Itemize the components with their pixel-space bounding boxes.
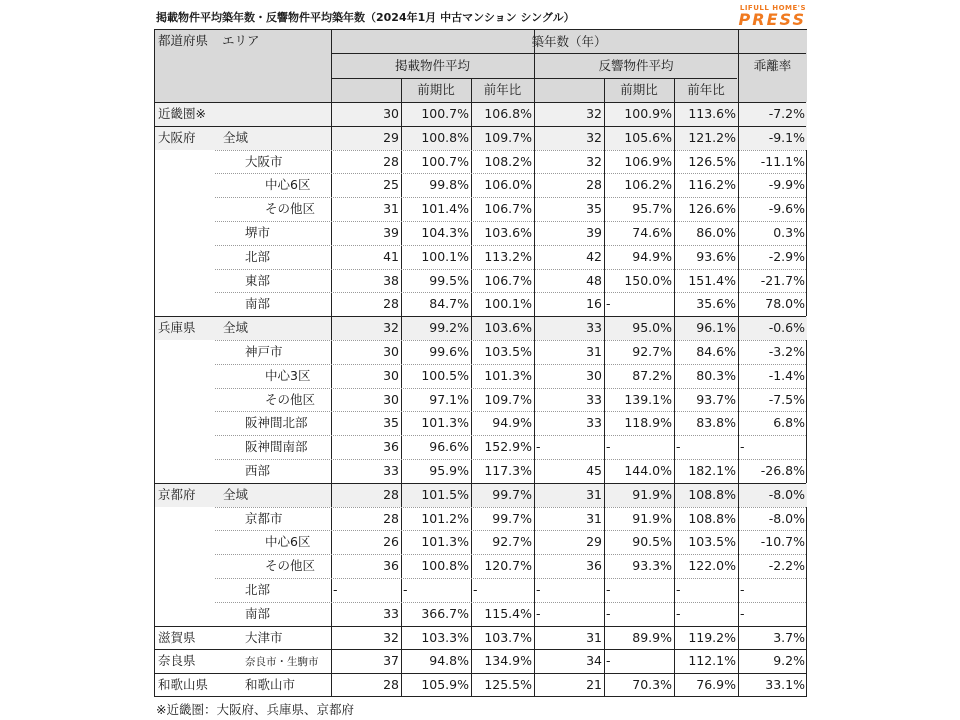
value-cell: 106.8%: [484, 107, 532, 121]
value-cell: 108.2%: [484, 154, 532, 169]
value-cell: 103.3%: [421, 630, 469, 645]
area-label: 堺市: [245, 226, 271, 240]
table-row: [155, 602, 807, 626]
value-cell: -: [740, 583, 745, 597]
area-label: 大阪市: [245, 154, 283, 169]
value-cell: 28: [383, 297, 399, 312]
value-cell: 80.3%: [696, 368, 736, 383]
value-cell: 105.6%: [624, 130, 672, 145]
value-cell: 105.9%: [421, 678, 469, 693]
table-row: [155, 269, 807, 293]
value-cell: 84.7%: [429, 297, 469, 312]
value-cell: -8.0%: [768, 487, 805, 502]
value-cell: 34: [586, 654, 602, 669]
table-row: [155, 411, 807, 435]
area-label: 神戸市: [245, 345, 283, 359]
value-cell: 121.2%: [688, 130, 736, 145]
value-cell: 113.2%: [484, 249, 532, 264]
value-cell: 101.2%: [421, 511, 469, 526]
value-cell: 9.2%: [773, 654, 805, 669]
row-separator: [215, 411, 806, 412]
value-cell: 119.2%: [688, 630, 736, 645]
value-cell: -11.1%: [760, 154, 805, 169]
value-cell: 118.9%: [624, 416, 672, 431]
logo-brand-text: LIFULL HOME'S: [739, 4, 806, 12]
value-cell: 100.8%: [421, 559, 469, 574]
value-cell: -7.5%: [768, 392, 805, 407]
value-cell: 33: [586, 392, 602, 407]
value-cell: 100.1%: [484, 297, 532, 312]
value-cell: 99.2%: [429, 321, 469, 336]
prefecture-label: 京都府: [158, 487, 196, 502]
table-row: [155, 530, 807, 554]
value-cell: 100.8%: [421, 130, 469, 145]
value-cell: 70.3%: [632, 678, 672, 693]
value-cell: 32: [383, 321, 399, 336]
value-cell: -: [606, 297, 611, 312]
value-cell: 93.3%: [632, 559, 672, 574]
value-cell: 94.8%: [429, 654, 469, 669]
row-separator: [215, 554, 806, 555]
header-listed: 掲載物件平均: [331, 53, 534, 78]
value-cell: -2.2%: [768, 559, 805, 574]
value-cell: 29: [586, 535, 602, 550]
value-cell: 76.9%: [696, 678, 736, 693]
table-row: [155, 173, 807, 197]
value-cell: 95.0%: [632, 321, 672, 336]
value-cell: 32: [586, 107, 602, 121]
row-separator: [215, 507, 806, 508]
value-cell: 144.0%: [624, 464, 672, 478]
table-row: [155, 221, 807, 245]
header-inquired-prev: 前期比: [604, 78, 674, 102]
value-cell: 115.4%: [484, 606, 532, 621]
table-row: [155, 292, 807, 316]
value-cell: 87.2%: [632, 368, 672, 383]
value-cell: 95.7%: [632, 202, 672, 217]
value-cell: -: [676, 583, 681, 597]
value-cell: 109.7%: [484, 392, 532, 407]
value-cell: 45: [586, 464, 602, 478]
value-cell: 32: [586, 130, 602, 145]
value-cell: -0.6%: [768, 321, 805, 336]
value-cell: 33: [586, 416, 602, 431]
value-cell: 26: [383, 535, 399, 550]
value-cell: 108.8%: [688, 511, 736, 526]
value-cell: 36: [383, 440, 399, 455]
table-row: [155, 340, 807, 364]
value-cell: 35.6%: [696, 297, 736, 312]
row-separator: [215, 435, 806, 436]
value-cell: -: [676, 440, 681, 455]
logo-press-text: PRESS: [738, 10, 806, 29]
area-label: 中心3区: [265, 368, 311, 383]
prefecture-label: 近畿圏※: [158, 107, 206, 121]
value-cell: -10.7%: [760, 535, 805, 550]
value-cell: -: [606, 583, 611, 597]
table-row: [155, 245, 807, 269]
footnote: ※近畿圏：大阪府、兵庫県、京都府: [156, 702, 354, 717]
area-label: 中心6区: [265, 178, 311, 193]
value-cell: 37: [383, 654, 399, 669]
value-cell: -: [403, 583, 408, 597]
row-separator: [215, 602, 806, 603]
header-inquired: 反響物件平均: [534, 53, 738, 78]
value-cell: 31: [586, 345, 602, 359]
value-cell: 94.9%: [632, 249, 672, 264]
value-cell: 122.0%: [688, 559, 736, 574]
header-region: 都道府県: [158, 33, 209, 48]
table-row: [155, 150, 807, 174]
value-cell: 93.6%: [696, 249, 736, 264]
value-cell: 29: [383, 130, 399, 145]
value-cell: 94.9%: [492, 416, 532, 431]
row-separator: [155, 626, 806, 627]
area-label: その他区: [265, 559, 316, 574]
value-cell: -26.8%: [760, 464, 805, 478]
prefecture-label: 滋賀県: [158, 630, 196, 645]
header-listed-prev: 前期比: [401, 78, 471, 102]
value-cell: 74.6%: [632, 226, 672, 240]
table-row: [155, 626, 807, 650]
area-label: 阪神間南部: [245, 440, 308, 455]
row-separator: [215, 245, 806, 246]
value-cell: 30: [383, 392, 399, 407]
value-cell: 126.5%: [688, 154, 736, 169]
value-cell: 92.7%: [492, 535, 532, 550]
prefecture-label: 和歌山県: [158, 678, 209, 693]
value-cell: 101.4%: [421, 202, 469, 217]
table-row: [155, 197, 807, 221]
value-cell: 78.0%: [765, 297, 805, 312]
table-row: [155, 673, 807, 697]
table-row: [155, 554, 807, 578]
row-separator: [155, 673, 806, 674]
row-separator: [155, 649, 806, 650]
table-title: 掲載物件平均築年数・反響物件平均築年数（2024年1月 中古マンション シングル）: [156, 11, 575, 24]
row-separator: [215, 388, 806, 389]
value-cell: 28: [383, 678, 399, 693]
table-row: [155, 126, 807, 150]
value-cell: -: [606, 654, 611, 669]
value-cell: 120.7%: [484, 559, 532, 574]
value-cell: 100.7%: [421, 154, 469, 169]
value-cell: 101.3%: [421, 416, 469, 431]
value-cell: 25: [383, 178, 399, 193]
area-label: 西部: [245, 464, 271, 478]
value-cell: -3.2%: [768, 345, 805, 359]
value-cell: -9.1%: [768, 130, 805, 145]
value-cell: 84.6%: [696, 345, 736, 359]
row-separator: [215, 340, 806, 341]
area-label: 北部: [245, 249, 271, 264]
data-table: [154, 29, 807, 697]
value-cell: 103.6%: [484, 226, 532, 240]
row-separator: [215, 221, 806, 222]
value-cell: 97.1%: [429, 392, 469, 407]
row-separator: [215, 173, 806, 174]
value-cell: 33: [383, 464, 399, 478]
value-cell: 103.7%: [484, 630, 532, 645]
value-cell: -7.2%: [768, 107, 805, 121]
value-cell: 92.7%: [632, 345, 672, 359]
value-cell: 99.6%: [429, 345, 469, 359]
value-cell: 106.7%: [484, 202, 532, 217]
value-cell: 3.7%: [773, 630, 805, 645]
value-cell: 99.8%: [429, 178, 469, 193]
value-cell: 0.3%: [773, 226, 805, 240]
value-cell: 28: [383, 511, 399, 526]
value-cell: 125.5%: [484, 678, 532, 693]
value-cell: 100.9%: [624, 107, 672, 121]
value-cell: -8.0%: [768, 511, 805, 526]
value-cell: -: [606, 440, 611, 455]
value-cell: -: [536, 440, 541, 455]
value-cell: -2.9%: [768, 249, 805, 264]
value-cell: 96.1%: [696, 321, 736, 336]
value-cell: 48: [586, 273, 602, 288]
value-cell: 151.4%: [688, 273, 736, 288]
value-cell: 108.8%: [688, 487, 736, 502]
value-cell: 106.9%: [624, 154, 672, 169]
area-label: 全域: [223, 321, 249, 336]
value-cell: 6.8%: [773, 416, 805, 431]
row-separator: [155, 483, 806, 484]
value-cell: 113.6%: [688, 107, 736, 121]
table-row: [155, 364, 807, 388]
value-cell: -9.9%: [768, 178, 805, 193]
value-cell: 16: [586, 297, 602, 312]
value-cell: 30: [383, 107, 399, 121]
value-cell: -: [740, 606, 745, 621]
value-cell: -: [676, 606, 681, 621]
value-cell: 101.3%: [421, 535, 469, 550]
value-cell: 86.0%: [696, 226, 736, 240]
header-inquired-yoy: 前年比: [674, 78, 738, 102]
value-cell: 93.7%: [696, 392, 736, 407]
area-label: 大津市: [245, 630, 283, 645]
area-label: 全域: [223, 487, 249, 502]
value-cell: 28: [383, 487, 399, 502]
value-cell: 100.1%: [421, 249, 469, 264]
value-cell: 32: [383, 630, 399, 645]
table-row: [155, 507, 807, 531]
value-cell: 83.8%: [696, 416, 736, 431]
value-cell: 31: [586, 630, 602, 645]
area-label: その他区: [265, 202, 316, 217]
table-row: [155, 102, 807, 126]
value-cell: 36: [586, 559, 602, 574]
area-label: 南部: [245, 297, 271, 312]
row-separator: [215, 364, 806, 365]
value-cell: 182.1%: [688, 464, 736, 478]
value-cell: 28: [383, 154, 399, 169]
value-cell: -21.7%: [760, 273, 805, 288]
value-cell: 36: [383, 559, 399, 574]
row-separator: [215, 269, 806, 270]
area-label: 南部: [245, 606, 271, 621]
value-cell: 103.5%: [688, 535, 736, 550]
prefecture-label: 兵庫県: [158, 321, 196, 336]
value-cell: -: [473, 583, 478, 597]
value-cell: 109.7%: [484, 130, 532, 145]
value-cell: 106.2%: [624, 178, 672, 193]
value-cell: -: [536, 606, 541, 621]
value-cell: 35: [586, 202, 602, 217]
value-cell: 21: [586, 678, 602, 693]
value-cell: 101.3%: [484, 368, 532, 383]
value-cell: 41: [383, 249, 399, 264]
value-cell: 366.7%: [421, 606, 469, 621]
value-cell: 38: [383, 273, 399, 288]
value-cell: 28: [586, 178, 602, 193]
area-label: 阪神間北部: [245, 416, 308, 431]
value-cell: 96.6%: [429, 440, 469, 455]
table-row: [155, 316, 807, 340]
area-label: 全域: [223, 130, 249, 145]
value-cell: 39: [383, 226, 399, 240]
row-separator: [155, 126, 806, 127]
header-area: エリア: [222, 33, 260, 48]
value-cell: 117.3%: [484, 464, 532, 478]
table-row: [155, 483, 807, 507]
row-separator: [215, 150, 806, 151]
row-separator: [215, 197, 806, 198]
row-separator: [215, 530, 806, 531]
table-row: [155, 578, 807, 602]
area-label: 北部: [245, 583, 271, 597]
value-cell: 99.5%: [429, 273, 469, 288]
value-cell: 104.3%: [421, 226, 469, 240]
header-listed-age-blank: [331, 78, 401, 102]
value-cell: 31: [586, 487, 602, 502]
area-label: 中心6区: [265, 535, 311, 550]
value-cell: 91.9%: [632, 511, 672, 526]
value-cell: 116.2%: [688, 178, 736, 193]
value-cell: -: [333, 583, 338, 597]
value-cell: 134.9%: [484, 654, 532, 669]
value-cell: 30: [383, 345, 399, 359]
header-gap: 乖離率: [738, 53, 807, 102]
value-cell: 139.1%: [624, 392, 672, 407]
area-label: 東部: [245, 273, 271, 288]
value-cell: -: [536, 583, 541, 597]
value-cell: 31: [383, 202, 399, 217]
value-cell: 39: [586, 226, 602, 240]
value-cell: 100.7%: [421, 107, 469, 121]
table-row: [155, 435, 807, 459]
value-cell: 32: [586, 154, 602, 169]
row-separator: [215, 292, 806, 293]
header-inquired-age-blank: [534, 78, 604, 102]
header-age: 築年数（年）: [331, 30, 807, 53]
value-cell: 95.9%: [429, 464, 469, 478]
value-cell: 90.5%: [632, 535, 672, 550]
header-listed-yoy: 前年比: [471, 78, 534, 102]
value-cell: 33: [383, 606, 399, 621]
value-cell: 103.6%: [484, 321, 532, 336]
value-cell: 106.0%: [484, 178, 532, 193]
value-cell: 152.9%: [484, 440, 532, 455]
press-logo: [706, 4, 806, 28]
prefecture-label: 奈良県: [158, 654, 196, 669]
value-cell: 91.9%: [632, 487, 672, 502]
value-cell: 126.6%: [688, 202, 736, 217]
value-cell: 106.7%: [484, 273, 532, 288]
area-label: 京都市: [245, 511, 283, 526]
value-cell: 89.9%: [632, 630, 672, 645]
value-cell: -9.6%: [768, 202, 805, 217]
value-cell: 30: [383, 368, 399, 383]
value-cell: 112.1%: [688, 654, 736, 669]
value-cell: 103.5%: [484, 345, 532, 359]
header-region-area: [155, 30, 331, 102]
value-cell: 150.0%: [624, 273, 672, 288]
prefecture-label: 大阪府: [158, 130, 196, 145]
area-label: 奈良市・生駒市: [245, 656, 319, 669]
value-cell: 33.1%: [765, 678, 805, 693]
value-cell: 33: [586, 321, 602, 336]
row-separator: [155, 316, 806, 317]
value-cell: 42: [586, 249, 602, 264]
value-cell: -: [606, 606, 611, 621]
value-cell: 30: [586, 368, 602, 383]
row-separator: [215, 578, 806, 579]
value-cell: 100.5%: [421, 368, 469, 383]
value-cell: 35: [383, 416, 399, 431]
value-cell: 101.5%: [421, 487, 469, 502]
table-row: [155, 649, 807, 673]
table-row: [155, 388, 807, 412]
value-cell: 99.7%: [492, 511, 532, 526]
value-cell: -: [740, 440, 745, 455]
value-cell: -1.4%: [768, 368, 805, 383]
row-separator: [215, 459, 806, 460]
table-row: [155, 459, 807, 483]
value-cell: 99.7%: [492, 487, 532, 502]
area-label: 和歌山市: [245, 678, 296, 693]
area-label: その他区: [265, 392, 316, 407]
value-cell: 31: [586, 511, 602, 526]
